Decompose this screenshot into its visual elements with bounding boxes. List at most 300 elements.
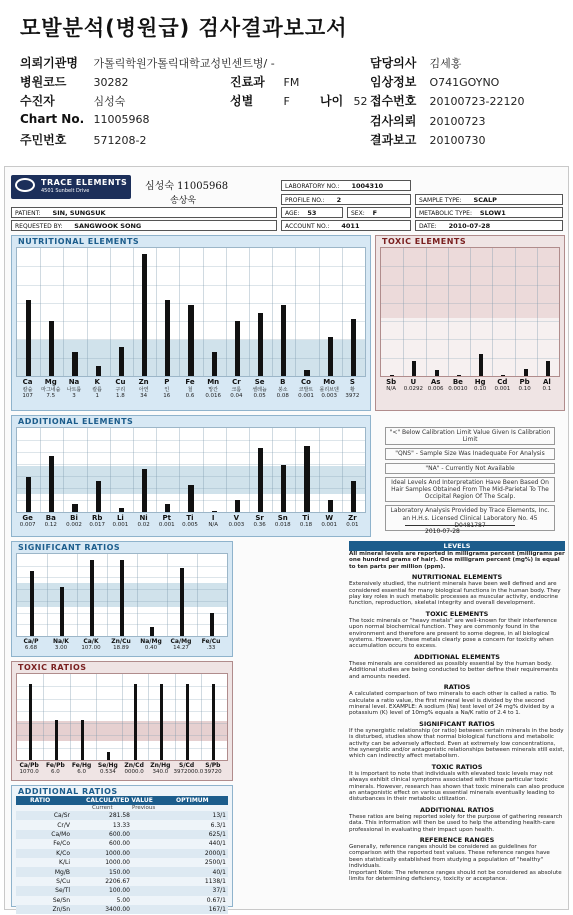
label-mg: Mg <box>44 378 57 386</box>
bar-w <box>328 500 333 512</box>
account-label: ACCOUNT NO.: <box>285 223 330 230</box>
label-be: Be <box>452 378 463 386</box>
value-ti: 0.18 <box>299 522 313 528</box>
column-divider <box>148 674 149 760</box>
column-divider <box>470 248 471 376</box>
explanation-paragraph: Generally, reference ranges should be considered as guidelines for comparison with the reported test values. These reference ranges have been statistically established from studying a population of "healthy" individuals. <box>349 844 550 870</box>
account-box <box>281 220 411 231</box>
lab-logo <box>11 175 131 199</box>
value-na: 3 <box>72 393 76 399</box>
info-row-5 <box>20 131 146 148</box>
column-divider <box>179 248 180 376</box>
ratio-previous <box>132 839 172 848</box>
value-receipt: 20100723-22120 <box>429 95 525 108</box>
bar-na <box>72 352 77 376</box>
value-patient: 심성숙 <box>93 95 126 108</box>
value-ti: 0.005 <box>182 522 198 528</box>
value-s: 3972 <box>345 393 360 399</box>
info-clinical <box>370 73 499 90</box>
bar-al <box>546 361 550 376</box>
label-se-hg: Se/Hg <box>97 762 118 769</box>
report-title: 모발분석(병원급) 검사결과보고서 <box>20 16 348 40</box>
ratio-optimum: 1138/1 <box>204 877 226 885</box>
value-chart-no: 11005968 <box>93 113 150 126</box>
ratio-name: Cr/V <box>57 821 70 829</box>
bar-ti <box>304 446 309 512</box>
note-na: "NA" - Currently Not Available <box>385 463 555 474</box>
value-cu: 1.8 <box>116 393 125 399</box>
label-ca-mg: Ca/Mg <box>170 638 192 645</box>
value-se: 0.05 <box>253 393 266 399</box>
value-zn: 34 <box>140 393 148 399</box>
explanation-paragraph: Important Note: The reference ranges should not be considered as absolute limits for determining deficiency, toxicity or acceptance. <box>349 869 562 883</box>
value-p: 16 <box>163 393 171 399</box>
date-value: 2010-07-28 <box>448 222 491 230</box>
bar-na-mg <box>150 627 154 636</box>
ratio-optimum: 0.67/1 <box>206 896 226 904</box>
label-doctor: 담당의사 <box>370 56 417 70</box>
info-row-4 <box>20 112 150 129</box>
significant-ratios-title: SIGNIFICANT RATIOS <box>18 543 121 552</box>
bar-cd <box>501 375 505 376</box>
value-na-k: 3.00 <box>54 645 68 651</box>
column-divider <box>197 554 198 636</box>
handwritten-doctor: 송상욱 <box>170 196 197 206</box>
value-v: 0.003 <box>228 522 245 528</box>
label-ba: Ba <box>45 514 56 522</box>
column-divider <box>156 248 157 376</box>
ratio-row <box>16 896 228 905</box>
column-divider <box>77 554 78 636</box>
value-co: 0.001 <box>298 393 314 399</box>
label-as: As <box>430 378 441 386</box>
metabolic-box <box>415 207 563 218</box>
label-w: W <box>325 514 334 522</box>
value-al: 0.1 <box>542 386 552 392</box>
value-request: 20100723 <box>429 115 486 128</box>
info-sex <box>230 92 290 109</box>
nutritional-section <box>11 235 371 411</box>
info-result <box>370 131 486 148</box>
bar-hg <box>479 354 483 376</box>
column-divider <box>492 248 493 376</box>
nutritional-labels <box>16 378 366 410</box>
ratio-optimum: 625/1 <box>208 830 226 838</box>
grid-line <box>17 452 365 453</box>
value-ca-k: 107.00 <box>81 645 101 651</box>
column-divider <box>403 248 404 376</box>
column-divider <box>40 248 41 376</box>
explanation-heading: RATIOS <box>443 683 471 692</box>
value-ge: 0.007 <box>19 522 36 528</box>
grid-line <box>17 285 365 286</box>
logo-text: TRACE ELEMENTS <box>41 178 128 187</box>
explanation-heading: ADDITIONAL ELEMENTS <box>414 652 500 661</box>
label-zr: Zr <box>348 514 357 522</box>
ratio-name: Zn/Sn <box>52 906 70 914</box>
ratio-optimum: 6.3/1 <box>210 821 226 829</box>
ratio-name: K/Li <box>59 859 70 867</box>
label-s-cd: S/Cd <box>179 762 195 769</box>
value-resident-no: 571208-2 <box>93 134 147 147</box>
bar-pt <box>165 504 170 512</box>
label-institution: 의뢰기관명 <box>20 56 78 70</box>
ratio-row <box>16 811 228 820</box>
column-divider <box>201 674 202 760</box>
column-divider <box>96 674 97 760</box>
value-s-cd: 3972000.0 <box>173 769 204 775</box>
ratio-previous <box>132 886 172 895</box>
value-mo: 0.003 <box>321 393 338 399</box>
bar-na-k <box>60 587 64 636</box>
explanation-paragraph: The toxic minerals or "heavy metals" are well-known for their interference upon normal biochemical function. They are commonly found in the environment and therefore are present to some degree, in all biological systems. However, these metals clearly pose a concern for toxicity when accumulation occurs to excess. <box>349 617 558 650</box>
profile-value: 2 <box>336 196 342 204</box>
toxic-chart <box>380 247 560 377</box>
label-s-pb: S/Pb <box>205 762 221 769</box>
header-calculated: CALCULATED VALUE <box>86 797 153 804</box>
ratio-current: 2206.67 <box>105 877 130 885</box>
ratio-current: 150.00 <box>109 868 130 876</box>
value-zr: 0.01 <box>346 522 359 528</box>
korean-name: 칼륨 <box>92 387 103 393</box>
column-divider <box>156 428 157 512</box>
value-cr: 0.04 <box>230 393 243 399</box>
label-sb: Sb <box>386 378 397 386</box>
explanation-paragraph: Extensively studied, the nutrient minerals have been well defined and are considered essential for many biological functions in the human body. They play key roles in such metabolic processes as muscular activity, endocrine function, reproduction, skeletal integrity and overall development. <box>349 581 561 607</box>
value-zn-hg: 340.0 <box>152 769 169 775</box>
toxic-ratios-labels <box>16 762 228 780</box>
nutritional-chart <box>16 247 366 377</box>
value-be: 0.0010 <box>448 386 468 392</box>
label-chart-no: Chart No. <box>20 112 85 126</box>
date-box <box>415 220 563 231</box>
bar-s <box>351 319 356 376</box>
ratio-current: 1000.00 <box>105 849 130 857</box>
bar-cu <box>119 347 124 376</box>
label-hospital-code: 병원코드 <box>20 75 67 89</box>
label-u: U <box>410 378 417 386</box>
toxic-ratios-section <box>11 661 233 781</box>
metabolic-label: METABOLIC TYPE: <box>419 210 472 217</box>
bar-s-cd <box>186 684 189 760</box>
value-fe: 0.6 <box>185 393 195 399</box>
signature-line <box>405 525 515 526</box>
label-result: 결과보고 <box>370 133 417 147</box>
toxic-labels <box>380 378 560 410</box>
bar-se <box>258 313 263 376</box>
significant-ratios-labels <box>16 638 228 656</box>
value-department: FM <box>283 76 300 89</box>
bar-sr <box>258 448 263 512</box>
grid-line <box>17 464 365 465</box>
value-doctor: 김세홍 <box>429 57 462 70</box>
ratio-row <box>16 877 228 886</box>
bar-zn-hg <box>160 684 163 760</box>
ratio-row <box>16 849 228 858</box>
ratio-name: Ca/Mo <box>51 830 70 838</box>
lab-no-label: LABORATORY NO.: <box>285 183 340 190</box>
note-qns: "QNS" - Sample Size Was Inadequate For Analysis <box>385 448 555 459</box>
label-bi: Bi <box>70 514 78 522</box>
value-b: 0.08 <box>276 393 289 399</box>
value-mg: 7.5 <box>46 393 56 399</box>
value-fe-pb: 6.0 <box>51 769 60 775</box>
korean-name: 구리 <box>115 387 126 393</box>
column-divider <box>137 554 138 636</box>
explanation-heading: NUTRITIONAL ELEMENTS <box>411 573 503 582</box>
sex-box <box>347 207 411 218</box>
bar-zr <box>351 481 356 512</box>
bar-mg <box>49 321 54 376</box>
value-li: 0.001 <box>112 522 129 528</box>
bar-p <box>165 300 170 376</box>
column-divider <box>107 554 108 636</box>
lab-report-scan <box>4 166 569 914</box>
bar-fe-pb <box>55 720 58 760</box>
label-co: Co <box>301 378 311 386</box>
korean-name: 망간 <box>208 387 219 393</box>
label-na: Na <box>68 378 80 386</box>
ratio-previous <box>132 820 172 829</box>
explanation-heading: ADDITIONAL RATIOS <box>419 805 495 814</box>
value-institution: 가톨릭학원가톨릭대학교성빈센트병/ - <box>93 57 275 70</box>
value-as: 0.006 <box>427 386 444 392</box>
value-result: 20100730 <box>429 134 486 147</box>
age-label: AGE: <box>285 210 300 217</box>
ratio-previous <box>132 858 172 867</box>
label-zn-cu: Zn/Cu <box>111 638 131 645</box>
explanation-paragraph: These ratios are being reported solely for the purpose of gathering research data. This information will then be used to help the attending health-care professional in evaluating their impact upon health. <box>349 813 563 833</box>
column-divider <box>203 428 204 512</box>
ratio-optimum: 2500/1 <box>204 859 226 867</box>
explanation-paragraph: A calculated comparison of two minerals to each other is called a ratio. To calculate a ratio value, the first mineral level is divided by the second mineral level. EXAMPLE: A sodium (Na) test level of 24 mg% divided by a potassium (K) level of 10mg% equals a Na/K ratio of 2.4 to 1. <box>349 691 557 717</box>
ratio-current: 100.00 <box>109 887 130 895</box>
explanation-paragraph: It is important to note that individuals with elevated toxic levels may not always exhibit clinical symptoms associated with those particular toxic minerals. However, research has shown that toxic minerals can also produce an antagonistic effect on various essential minerals eventually leading to disturbances in their metabolic utilization. <box>349 770 565 803</box>
value-i: N/A <box>208 522 219 528</box>
ratio-current: 3400.00 <box>105 906 130 914</box>
bar-ti <box>188 485 193 512</box>
column-divider <box>319 248 320 376</box>
logo-emblem-icon <box>15 178 35 192</box>
ratio-previous <box>132 905 172 914</box>
patient-value: SIN, SUNGSUK <box>52 209 106 217</box>
bar-fe <box>188 305 193 376</box>
bar-pb <box>524 369 528 376</box>
handwritten-name-chart: 심성숙 11005968 <box>145 181 229 192</box>
label-sn: Sn <box>277 514 288 522</box>
label-ca-k: Ca/K <box>83 638 99 645</box>
column-divider <box>175 674 176 760</box>
label-k: K <box>94 378 100 386</box>
value-u: 0.0292 <box>403 386 423 392</box>
bar-as <box>435 370 439 376</box>
label-fe-hg: Fe/Hg <box>71 762 92 769</box>
value-zn-cu: 18.89 <box>113 645 129 651</box>
label-pt: Pt <box>162 514 172 522</box>
korean-name: 몰리브덴 <box>319 387 339 393</box>
bar-li <box>119 508 124 512</box>
label-al: Al <box>542 378 551 386</box>
additional-title: ADDITIONAL ELEMENTS <box>18 417 134 426</box>
value-se-hg: 0.534 <box>100 769 116 775</box>
bar-mo <box>328 337 333 376</box>
subheader-current: Current <box>92 805 113 811</box>
korean-name: 나트륨 <box>66 387 82 393</box>
value-ca-p: 6.68 <box>24 645 38 651</box>
label-v: V <box>233 514 240 522</box>
value-w: 0.001 <box>321 522 338 528</box>
value-ni: 0.02 <box>137 522 150 528</box>
ratio-current: 13.33 <box>112 821 130 829</box>
korean-name: 붕소 <box>277 387 288 393</box>
label-b: B <box>280 378 286 386</box>
column-divider <box>110 248 111 376</box>
value-k: 1 <box>95 393 99 399</box>
label-mn: Mn <box>207 378 220 386</box>
label-na-mg: Na/Mg <box>140 638 162 645</box>
label-cr: Cr <box>232 378 241 386</box>
bar-zn <box>142 254 147 376</box>
ratio-name: S/Cu <box>56 877 70 885</box>
ratio-row <box>16 839 228 848</box>
column-divider <box>295 428 296 512</box>
label-department: 진료과 <box>230 75 265 89</box>
additional-ratios-title: ADDITIONAL RATIOS <box>18 787 118 796</box>
additional-ratios-table <box>16 811 228 914</box>
value-fe-hg: 6.0 <box>77 769 86 775</box>
value-ba: 0.12 <box>44 522 57 528</box>
additional-labels <box>16 514 366 536</box>
ratio-name: Mg/B <box>54 868 70 876</box>
label-ti: Ti <box>302 514 310 522</box>
logo-address: 4501 Sunbelt Drive <box>41 188 90 194</box>
bar-se-hg <box>107 752 110 760</box>
bar-u <box>412 361 416 376</box>
column-divider <box>249 248 250 376</box>
grid-line <box>17 303 365 304</box>
toxic-title: TOXIC ELEMENTS <box>382 237 467 246</box>
subheader-previous: Previous <box>132 805 156 811</box>
explanation-heading: TOXIC ELEMENTS <box>425 609 489 618</box>
requested-label: REQUESTED BY: <box>15 223 63 230</box>
bar-k <box>96 366 101 376</box>
ratio-optimum: 2000/1 <box>204 849 226 857</box>
explanation-heading: REFERENCE RANGES <box>419 836 495 844</box>
label-fe: Fe <box>185 378 195 386</box>
ratio-name: K/Co <box>56 849 70 857</box>
label-cu: Cu <box>115 378 126 386</box>
explanation-column <box>349 541 565 907</box>
label-s: S <box>349 378 355 386</box>
column-divider <box>70 674 71 760</box>
label-rb: Rb <box>91 514 103 522</box>
label-zn: Zn <box>138 378 149 386</box>
legend-notes <box>385 427 555 531</box>
column-divider <box>87 248 88 376</box>
value-sex: F <box>283 95 290 108</box>
account-value: 4011 <box>341 222 360 230</box>
ratio-current: 1000.00 <box>105 859 130 867</box>
additional-chart <box>16 427 366 513</box>
label-hg: Hg <box>474 378 486 386</box>
value-cd: 0.001 <box>494 386 511 392</box>
column-divider <box>167 554 168 636</box>
bar-v <box>235 500 240 512</box>
value-ca: 107 <box>22 393 33 399</box>
value-clinical: O741GOYNO <box>429 76 500 89</box>
label-fe-pb: Fe/Pb <box>45 762 65 769</box>
ratio-name: Se/Sn <box>52 896 70 904</box>
value-sr: 0.36 <box>253 522 266 528</box>
label-i: I <box>211 514 215 522</box>
column-divider <box>342 248 343 376</box>
bar-ca-k <box>90 560 94 636</box>
column-divider <box>63 248 64 376</box>
requested-value: SANGWOOK SONG <box>74 222 142 230</box>
explanation-paragraph: If the synergistic relationship (or ratio) between certain minerals in the body is disturbed, studies show that normal biological functions and metabolic activity can be adversely affected. Even at extremely low concentrations, the synergistic and/or antagonistic relationships between minerals still exist, which can indirectly affect metabolism. <box>349 727 565 760</box>
value-na-mg: 0.40 <box>144 645 158 651</box>
column-divider <box>203 248 204 376</box>
column-divider <box>110 428 111 512</box>
value-sn: 0.018 <box>274 522 291 528</box>
value-rb: 0.017 <box>89 522 106 528</box>
ratio-row <box>16 830 228 839</box>
ratio-current: 281.58 <box>109 812 130 820</box>
profile-label: PROFILE NO.: <box>285 197 325 204</box>
grid-line <box>17 440 365 441</box>
bar-ni <box>142 469 147 512</box>
ratio-previous <box>132 811 172 820</box>
label-na-k: Na/K <box>53 638 69 645</box>
bar-ca-pb <box>29 684 32 760</box>
bar-s-pb <box>212 684 215 760</box>
column-divider <box>272 248 273 376</box>
bar-ca-p <box>30 571 34 636</box>
bar-b <box>281 305 286 376</box>
sample-label: SAMPLE TYPE: <box>419 197 462 204</box>
label-ge: Ge <box>22 514 33 522</box>
significant-ratios-chart <box>16 553 228 637</box>
explanation-heading: TOXIC RATIOS <box>431 762 483 771</box>
bar-fe-hg <box>81 720 84 760</box>
korean-name: 칼슘 <box>22 387 33 393</box>
label-zn-cd: Zn/Cd <box>124 762 144 769</box>
column-divider <box>133 428 134 512</box>
column-divider <box>40 428 41 512</box>
bar-rb <box>96 481 101 512</box>
value-hg: 0.10 <box>474 386 487 392</box>
additional-section <box>11 415 371 537</box>
bar-ca-mg <box>180 568 184 636</box>
value-bi: 0.002 <box>66 522 82 528</box>
note-ideal-levels: Ideal Levels And Interpretation Have Been Based On Hair Samples Obtained From The Mid-Parietal To The Occipital Region Of The Scalp. <box>385 477 555 503</box>
ratio-previous <box>132 867 172 876</box>
column-divider <box>426 248 427 376</box>
age-value: 53 <box>307 209 317 217</box>
requested-box <box>11 220 277 231</box>
value-zn-cd: 0000.0 <box>124 769 144 775</box>
value-hospital-code: 30282 <box>93 76 129 89</box>
patient-label: PATIENT: <box>15 210 41 217</box>
value-sb: N/A <box>386 386 396 392</box>
header-ratio: RATIO <box>30 797 51 804</box>
info-department <box>230 73 299 90</box>
bar-cr <box>235 321 240 376</box>
info-row-2 <box>20 73 129 90</box>
value-fe-cu: .33 <box>206 645 216 651</box>
bar-ca <box>26 300 31 376</box>
age-box <box>281 207 343 218</box>
